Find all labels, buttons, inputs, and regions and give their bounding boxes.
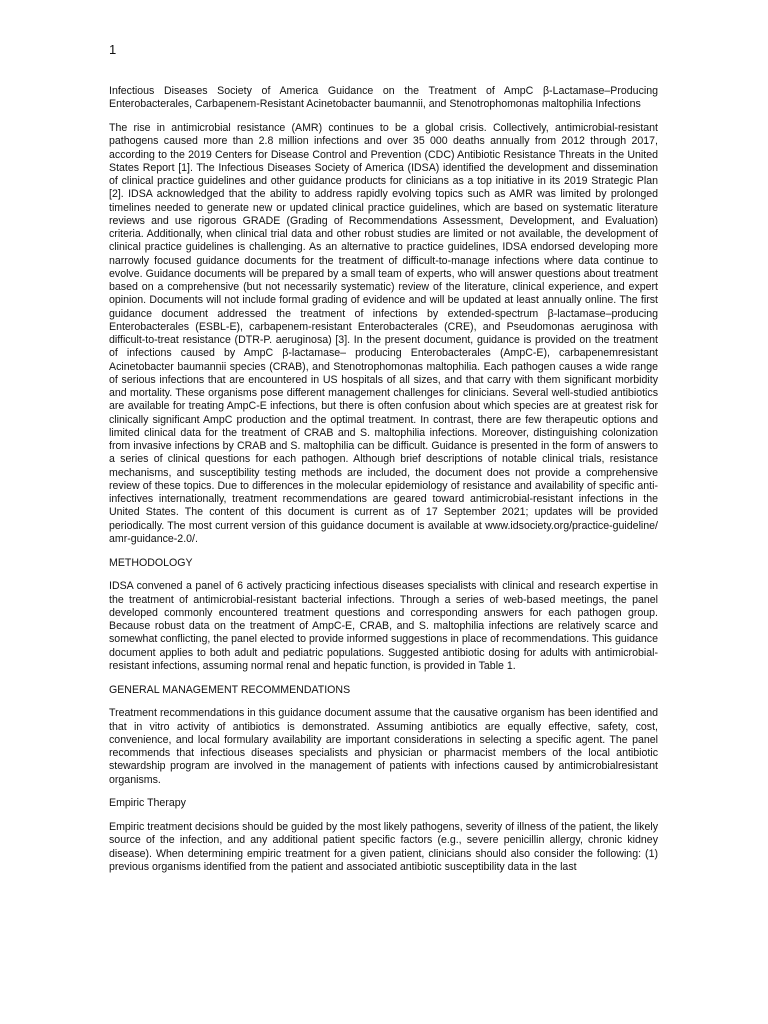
methodology-heading: METHODOLOGY bbox=[109, 556, 193, 569]
document-title: Infectious Diseases Society of America Guidance on the Treatment of AmpC β-Lactamase–Producing Enterobacterales, Carbapenem-Resistant Acinetobacter baumannii, and Stenotrophomonas maltophilia Infections bbox=[109, 85, 658, 111]
methodology-paragraph: IDSA convened a panel of 6 actively practicing infectious diseases specialists with clinical and research expertise in the treatment of antimicrobial-resistant bacterial infections. Through a series of web-based meetings, the panel developed commonly encountered treatment questions and corresponding answers for each pathogen group. Because robust data on the treatment of AmpC-E, CRAB, and S. maltophilia infections are relatively scarce and somewhat conflicting, the panel elected to provide informed suggestions in place of recommendations. This guidance document applies to both adult and pediatric populations. Suggested antibiotic dosing for adults with antimicrobial-resistant infections, assuming normal renal and hepatic function, is provided in Table 1. bbox=[109, 580, 658, 672]
document-body bbox=[109, 85, 658, 885]
general-management-heading: GENERAL MANAGEMENT RECOMMENDATIONS bbox=[109, 683, 351, 696]
page-number: 1 bbox=[109, 42, 117, 57]
intro-paragraph: The rise in antimicrobial resistance (AMR) continues to be a global crisis. Collectively, antimicrobial-resistant pathogens caused more than 2.8 million infections and over 35 000 deaths annually from 2012 through 2017, according to the 2019 Centers for Disease Control and Prevention (CDC) Antibiotic Resistance Threats in the United States Report [1]. The Infectious Diseases Society of America (IDSA) identified the development and dissemination of clinical practice guidelines and other guidance products for clinicians as a top initiative in its 2019 Strategic Plan [2]. IDSA acknowledged that the ability to address rapidly evolving topics such as AMR was limited by prolonged timelines needed to generate new or updated clinical practice guidelines, which are based on systematic literature reviews and use rigorous GRADE (Grading of Recommendations Assessment, Development, and Evaluation) criteria. Additionally, when clinical trial data and other robust studies are limited or not available, the development of clinical practice guidelines is challenging. As an alternative to practice guidelines, IDSA endorsed developing more narrowly focused guidance documents for the treatment of difficult-to-manage infections where data continue to evolve. Guidance documents will be prepared by a small team of experts, who will answer questions about treatment based on a comprehensive (but not necessarily systematic) review of the literature, clinical experience, and expert opinion. Documents will not include formal grading of evidence and will be updated at least annually online. The first guidance document addressed the treatment of infections by extended-spectrum β-lactamase–producing Enterobacterales (ESBL-E), carbapenem-resistant Enterobacterales (CRE), and Pseudomonas aeruginosa with difficult-to-treat resistance (DTR-P. aeruginosa) [3]. In the present document, guidance is provided on the treatment of infections caused by AmpC β-lactamase– producing Enterobacterales (AmpC-E), carbapenemresistant Acinetobacter baumannii species (CRAB), and Stenotrophomonas maltophilia. Each pathogen causes a wide range of serious infections that are encountered in US hospitals of all sizes, and that carry with them significant morbidity and mortality. These organisms pose different management challenges for clinicians. Several well-studied antibiotics are available for treating AmpC-E infections, but there is often confusion about which species are at greatest risk for clinically significant AmpC production and the optimal treatment. In contrast, there are few therapeutic options and limited clinical data for the treatment of CRAB and S. maltophilia infections. Moreover, distinguishing colonization from invasive infections by CRAB and S. maltophilia can be difficult. Guidance is presented in the form of answers to a series of clinical questions for each pathogen. Although brief descriptions of notable clinical trials, resistance mechanisms, and susceptibility testing methods are included, the document does not provide a comprehensive review of these topics. Due to differences in the molecular epidemiology of resistance and availability of specific anti-infectives internationally, treatment recommendations are geared toward antimicrobial-resistant infections in the United States. The content of this document is current as of 17 September 2021; updates will be provided periodically. The most current version of this guidance document is available at www.idsociety.org/practice-guideline/ amr-guidance-2.0/. bbox=[109, 122, 658, 545]
empiric-therapy-paragraph: Empiric treatment decisions should be guided by the most likely pathogens, severity of illness of the patient, the likely source of the infection, and any additional patient specific factors (e.g., severe penicillin allergy, chronic kidney disease). When determining empiric treatment for a given patient, clinicians should also consider the following: (1) previous organisms identified from the patient and associated antibiotic susceptibility data in the last bbox=[109, 821, 658, 873]
general-management-paragraph: Treatment recommendations in this guidance document assume that the causative organism has been identified and that in vitro activity of antibiotics is demonstrated. Assuming antibiotics are equally effective, safety, cost, convenience, and local formulary availability are important considerations in selecting a specific agent. The panel recommends that infectious diseases specialists and physician or pharmacist members of the local antibiotic stewardship program are involved in the management of patients with infections caused by antimicrobialresistant organisms. bbox=[109, 707, 658, 786]
empiric-therapy-heading: Empiric Therapy bbox=[109, 797, 186, 810]
